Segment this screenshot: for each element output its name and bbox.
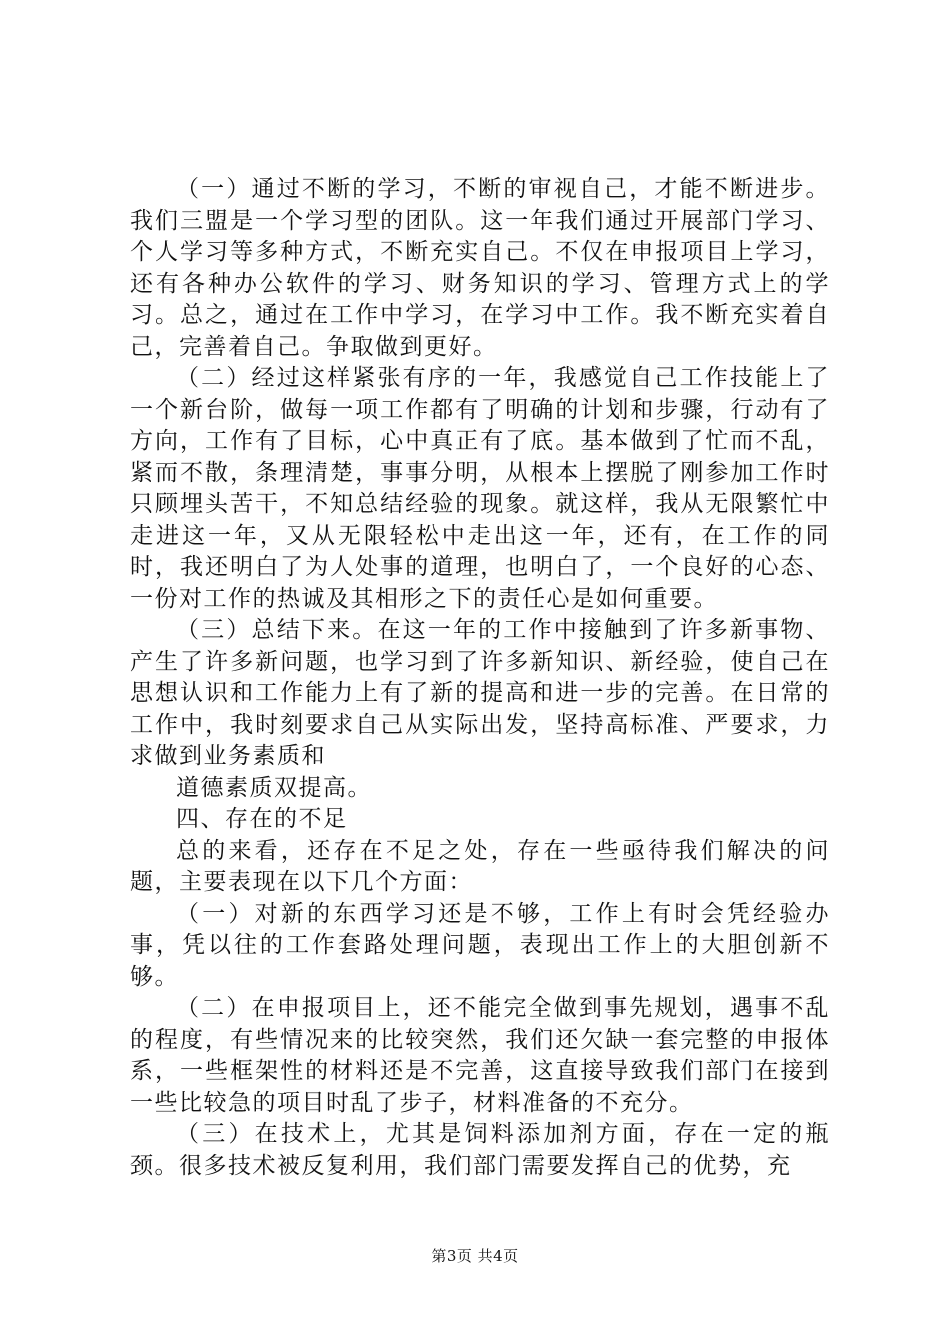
paragraph-shortcoming-3: （三）在技术上，尤其是饲料添加剂方面，存在一定的瓶颈。很多技术被反复利用，我们部门需要发挥自己的优势，充 [130, 1121, 830, 1179]
paragraph-overview: 总的来看，还存在不足之处，存在一些亟待我们解决的问题，主要表现在以下几个方面： [130, 837, 830, 895]
page-number: 第3页 共4页 [431, 1247, 519, 1265]
paragraph-summary-continued: 道德素质双提高。 [176, 774, 372, 801]
page-footer [0, 1245, 950, 1266]
paragraph-learning: （一）通过不断的学习，不断的审视自己，才能不断进步。我们三盟是一个学习型的团队。这一年我们通过开展部门学习、个人学习等多种方式，不断充实自己。不仅在申报项目上学习，还有各种办公软件的学习、财务知识的学习、管理方式上的学习。总之，通过在工作中学习，在学习中工作。我不断充实着自己，完善着自己。争取做到更好。 [130, 176, 830, 360]
paragraph-shortcoming-1: （一）对新的东西学习还是不够，工作上有时会凭经验办事，凭以往的工作套路处理问题，表现出工作上的大胆创新不够。 [130, 900, 830, 990]
section-heading-shortcomings: 四、存在的不足 [176, 806, 348, 832]
paragraph-summary: （三）总结下来。在这一年的工作中接触到了许多新事物、产生了许多新问题，也学习到了许多新知识、新经验，使自己在思想认识和工作能力上有了新的提高和进一步的完善。在日常的工作中，我时刻要求自己从实际出发，坚持高标准、严要求，力求做到业务素质和 [130, 617, 830, 769]
paragraph-skills: （二）经过这样紧张有序的一年，我感觉自己工作技能上了一个新台阶，做每一项工作都有了明确的计划和步骤，行动有了方向，工作有了目标，心中真正有了底。基本做到了忙而不乱，紧而不散，条理清楚，事事分明，从根本上摆脱了刚参加工作时只顾埋头苦干，不知总结经验的现象。就这样，我从无限繁忙中走进这一年，又从无限轻松中走出这一年，还有，在工作的同时，我还明白了为人处事的道理，也明白了，一个良好的心态、一份对工作的热诚及其相形之下的责任心是如何重要。 [130, 365, 830, 612]
paragraph-shortcoming-2: （二）在申报项目上，还不能完全做到事先规划，遇事不乱的程度，有些情况来的比较突然，我们还欠缺一套完整的申报体系，一些框架性的材料还是不完善，这直接导致我们部门在接到一些比较急的项目时乱了步子，材料准备的不充分。 [130, 995, 830, 1116]
document-body [130, 174, 830, 1182]
